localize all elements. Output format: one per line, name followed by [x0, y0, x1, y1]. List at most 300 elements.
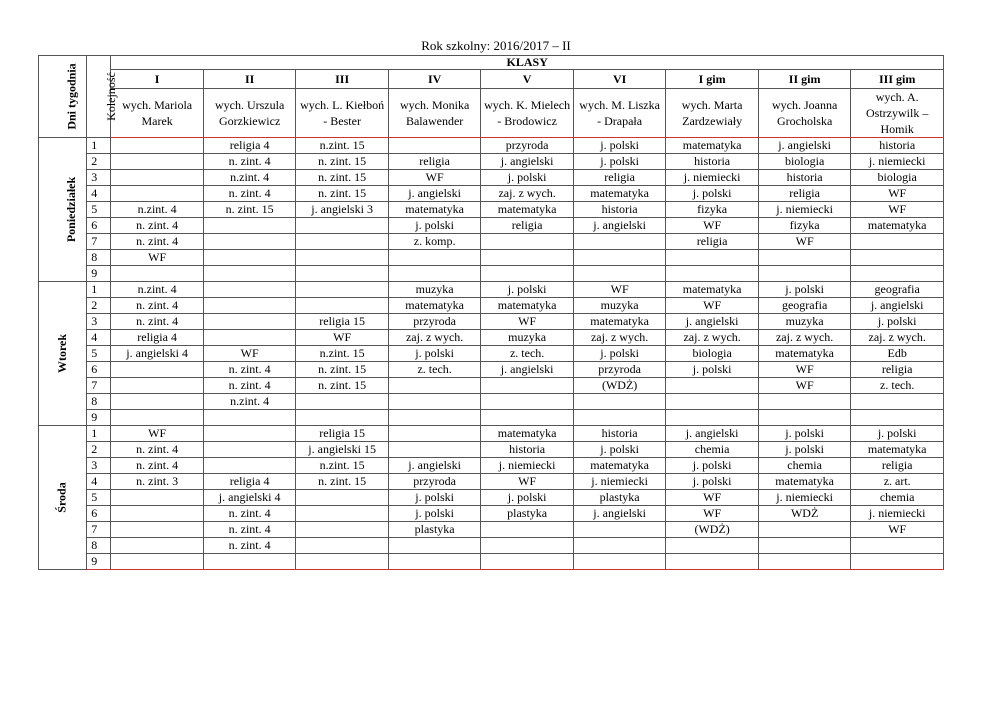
- lesson-cell: [481, 234, 574, 250]
- class-teacher: wych. Marta Zardzewiały: [666, 89, 759, 138]
- lesson-cell: [296, 250, 389, 266]
- lesson-cell: n.zint. 15: [296, 138, 389, 154]
- lesson-cell: religia 4: [203, 138, 296, 154]
- lesson-cell: zaj. z wych.: [851, 330, 944, 346]
- lesson-cell: matematyka: [851, 442, 944, 458]
- lesson-cell: matematyka: [573, 314, 666, 330]
- lesson-cell: j. niemiecki: [666, 170, 759, 186]
- lesson-cell: plastyka: [388, 522, 481, 538]
- lesson-cell: [666, 266, 759, 282]
- lesson-cell: [111, 394, 204, 410]
- lesson-cell: j. angielski: [573, 506, 666, 522]
- lesson-number: 6: [87, 506, 111, 522]
- lesson-number: 3: [87, 458, 111, 474]
- class-header: IV: [388, 70, 481, 89]
- lesson-cell: [573, 394, 666, 410]
- lesson-cell: [481, 266, 574, 282]
- lesson-number: 1: [87, 282, 111, 298]
- lesson-cell: [388, 250, 481, 266]
- lesson-cell: [388, 394, 481, 410]
- lesson-cell: [851, 266, 944, 282]
- lesson-cell: religia: [666, 234, 759, 250]
- class-teacher: wych. Joanna Grocholska: [758, 89, 851, 138]
- lesson-cell: WF: [758, 362, 851, 378]
- lesson-cell: [481, 410, 574, 426]
- lesson-row: [39, 378, 944, 394]
- lesson-cell: [758, 554, 851, 570]
- lesson-cell: przyroda: [388, 314, 481, 330]
- lesson-cell: muzyka: [573, 298, 666, 314]
- lesson-cell: religia: [851, 458, 944, 474]
- lesson-cell: [296, 298, 389, 314]
- lesson-cell: n. zint. 15: [296, 362, 389, 378]
- lesson-number: 9: [87, 410, 111, 426]
- lesson-cell: (WDŻ): [666, 522, 759, 538]
- lesson-number: 4: [87, 186, 111, 202]
- lesson-cell: [851, 250, 944, 266]
- lesson-row: [39, 330, 944, 346]
- lesson-cell: [573, 538, 666, 554]
- lesson-cell: [203, 282, 296, 298]
- days-header: Dni tygodnia: [39, 56, 87, 138]
- lesson-cell: j. angielski: [851, 298, 944, 314]
- lesson-cell: religia: [758, 186, 851, 202]
- lesson-cell: j. angielski: [666, 426, 759, 442]
- lesson-cell: j. polski: [851, 314, 944, 330]
- lesson-cell: [481, 378, 574, 394]
- lesson-cell: n. zint. 15: [296, 474, 389, 490]
- lesson-number: 6: [87, 362, 111, 378]
- lesson-cell: [481, 522, 574, 538]
- lesson-cell: (WDŻ): [573, 378, 666, 394]
- lesson-cell: WF: [666, 490, 759, 506]
- lesson-cell: [758, 538, 851, 554]
- lesson-cell: [573, 522, 666, 538]
- lesson-number: 8: [87, 250, 111, 266]
- lesson-cell: j. angielski 4: [203, 490, 296, 506]
- lesson-cell: zaj. z wych.: [388, 330, 481, 346]
- schedule-body: [39, 138, 944, 570]
- lesson-cell: z. art.: [851, 474, 944, 490]
- lesson-cell: [111, 362, 204, 378]
- lesson-cell: WF: [296, 330, 389, 346]
- lesson-cell: WF: [481, 474, 574, 490]
- lesson-cell: [388, 554, 481, 570]
- lesson-cell: matematyka: [481, 202, 574, 218]
- lesson-cell: j. polski: [481, 170, 574, 186]
- lesson-number: 4: [87, 474, 111, 490]
- lesson-cell: j. niemiecki: [758, 202, 851, 218]
- lesson-cell: [296, 490, 389, 506]
- lesson-cell: religia 15: [296, 426, 389, 442]
- lesson-cell: matematyka: [851, 218, 944, 234]
- lesson-row: [39, 202, 944, 218]
- lesson-cell: n.zint. 4: [203, 394, 296, 410]
- lesson-row: [39, 314, 944, 330]
- lesson-number: 6: [87, 218, 111, 234]
- lesson-cell: Edb: [851, 346, 944, 362]
- lesson-cell: WF: [388, 170, 481, 186]
- lesson-cell: j. polski: [388, 490, 481, 506]
- lesson-number: 7: [87, 522, 111, 538]
- lesson-cell: plastyka: [481, 506, 574, 522]
- lesson-cell: biologia: [758, 154, 851, 170]
- lesson-cell: religia 15: [296, 314, 389, 330]
- lesson-cell: biologia: [851, 170, 944, 186]
- class-teacher: wych. A. Ostrzywilk – Homik: [851, 89, 944, 138]
- lesson-row: [39, 522, 944, 538]
- lesson-cell: WF: [851, 186, 944, 202]
- lesson-cell: WF: [758, 234, 851, 250]
- lesson-cell: historia: [481, 442, 574, 458]
- lesson-cell: WF: [481, 314, 574, 330]
- lesson-number: 5: [87, 490, 111, 506]
- lesson-cell: matematyka: [666, 138, 759, 154]
- lesson-cell: [296, 394, 389, 410]
- lesson-cell: [758, 394, 851, 410]
- lesson-cell: [203, 314, 296, 330]
- lesson-row: [39, 266, 944, 282]
- lesson-number: 2: [87, 298, 111, 314]
- lesson-cell: przyroda: [481, 138, 574, 154]
- lesson-cell: [758, 410, 851, 426]
- lesson-cell: j. polski: [758, 282, 851, 298]
- lesson-cell: [203, 298, 296, 314]
- lesson-cell: [111, 490, 204, 506]
- class-header: V: [481, 70, 574, 89]
- lesson-cell: j. niemiecki: [481, 458, 574, 474]
- class-teacher: wych. Urszula Gorzkiewicz: [203, 89, 296, 138]
- lesson-cell: j. angielski: [573, 218, 666, 234]
- lesson-cell: religia: [481, 218, 574, 234]
- lesson-cell: [573, 554, 666, 570]
- lesson-cell: religia 4: [111, 330, 204, 346]
- order-header: Kolejność: [87, 56, 111, 138]
- lesson-cell: n. zint. 4: [111, 314, 204, 330]
- lesson-cell: [666, 378, 759, 394]
- lesson-cell: n. zint. 4: [111, 442, 204, 458]
- lesson-cell: j. niemiecki: [851, 154, 944, 170]
- lesson-cell: [388, 378, 481, 394]
- lesson-cell: z. tech.: [388, 362, 481, 378]
- lesson-cell: [111, 378, 204, 394]
- lesson-cell: [851, 394, 944, 410]
- lesson-cell: j. polski: [573, 154, 666, 170]
- lesson-cell: j. polski: [666, 186, 759, 202]
- lesson-cell: [203, 218, 296, 234]
- lesson-number: 9: [87, 266, 111, 282]
- lesson-cell: n. zint. 15: [203, 202, 296, 218]
- lesson-cell: WF: [111, 426, 204, 442]
- lesson-cell: [481, 538, 574, 554]
- lesson-cell: muzyka: [758, 314, 851, 330]
- lesson-cell: j. angielski: [481, 362, 574, 378]
- lesson-cell: [388, 426, 481, 442]
- class-teacher: wych. M. Liszka - Drapała: [573, 89, 666, 138]
- lesson-row: [39, 426, 944, 442]
- lesson-row: [39, 154, 944, 170]
- lesson-cell: n. zint. 3: [111, 474, 204, 490]
- lesson-cell: [203, 266, 296, 282]
- classes-header: KLASY: [111, 56, 944, 70]
- lesson-number: 3: [87, 314, 111, 330]
- lesson-cell: religia: [851, 362, 944, 378]
- lesson-cell: biologia: [666, 346, 759, 362]
- lesson-cell: n. zint. 15: [296, 154, 389, 170]
- lesson-cell: WF: [573, 282, 666, 298]
- lesson-cell: j. angielski: [388, 186, 481, 202]
- lesson-cell: [666, 410, 759, 426]
- lesson-cell: WF: [851, 522, 944, 538]
- lesson-cell: geografia: [758, 298, 851, 314]
- lesson-number: 8: [87, 538, 111, 554]
- lesson-cell: chemia: [851, 490, 944, 506]
- lesson-row: [39, 410, 944, 426]
- lesson-cell: j. polski: [481, 490, 574, 506]
- lesson-cell: [111, 186, 204, 202]
- lesson-cell: [111, 170, 204, 186]
- lesson-cell: [203, 554, 296, 570]
- lesson-cell: [111, 138, 204, 154]
- lesson-cell: [573, 234, 666, 250]
- lesson-cell: plastyka: [573, 490, 666, 506]
- lesson-cell: j. polski: [481, 282, 574, 298]
- lesson-cell: j. angielski: [481, 154, 574, 170]
- lesson-row: [39, 362, 944, 378]
- timetable: [38, 55, 944, 570]
- lesson-cell: przyroda: [388, 474, 481, 490]
- lesson-cell: n. zint. 4: [111, 218, 204, 234]
- class-header: I: [111, 70, 204, 89]
- lesson-cell: historia: [573, 426, 666, 442]
- lesson-cell: [203, 330, 296, 346]
- lesson-cell: j. polski: [388, 346, 481, 362]
- lesson-cell: [203, 458, 296, 474]
- day-label: Poniedziałek: [39, 138, 87, 282]
- lesson-row: [39, 234, 944, 250]
- lesson-cell: [296, 266, 389, 282]
- lesson-number: 2: [87, 442, 111, 458]
- class-header: III: [296, 70, 389, 89]
- lesson-cell: [296, 506, 389, 522]
- lesson-number: 5: [87, 202, 111, 218]
- lesson-cell: [296, 538, 389, 554]
- lesson-cell: n. zint. 15: [296, 170, 389, 186]
- lesson-cell: j. angielski 3: [296, 202, 389, 218]
- lesson-cell: n. zint. 4: [203, 154, 296, 170]
- class-header: II: [203, 70, 296, 89]
- lesson-cell: [296, 554, 389, 570]
- lesson-cell: [666, 538, 759, 554]
- lesson-cell: geografia: [851, 282, 944, 298]
- lesson-cell: chemia: [758, 458, 851, 474]
- lesson-cell: matematyka: [481, 426, 574, 442]
- lesson-cell: chemia: [666, 442, 759, 458]
- lesson-number: 5: [87, 346, 111, 362]
- lesson-cell: n.zint. 4: [203, 170, 296, 186]
- lesson-cell: religia: [573, 170, 666, 186]
- lesson-cell: j. angielski: [388, 458, 481, 474]
- lesson-cell: j. polski: [666, 474, 759, 490]
- lesson-cell: n. zint. 15: [296, 378, 389, 394]
- lesson-cell: j. polski: [388, 506, 481, 522]
- lesson-cell: [296, 410, 389, 426]
- lesson-cell: [296, 282, 389, 298]
- lesson-cell: historia: [573, 202, 666, 218]
- lesson-cell: matematyka: [573, 458, 666, 474]
- lesson-row: [39, 298, 944, 314]
- lesson-cell: WF: [666, 506, 759, 522]
- lesson-cell: [481, 250, 574, 266]
- lesson-cell: j. polski: [388, 218, 481, 234]
- class-header: II gim: [758, 70, 851, 89]
- lesson-cell: [851, 234, 944, 250]
- lesson-cell: [758, 266, 851, 282]
- lesson-cell: [203, 442, 296, 458]
- lesson-cell: z. tech.: [481, 346, 574, 362]
- lesson-cell: [666, 394, 759, 410]
- lesson-row: [39, 250, 944, 266]
- lesson-cell: WF: [851, 202, 944, 218]
- lesson-cell: n. zint. 4: [203, 522, 296, 538]
- lesson-cell: j. polski: [758, 442, 851, 458]
- lesson-cell: j. angielski 4: [111, 346, 204, 362]
- lesson-cell: [758, 522, 851, 538]
- lesson-cell: matematyka: [481, 298, 574, 314]
- lesson-row: [39, 506, 944, 522]
- lesson-number: 8: [87, 394, 111, 410]
- lesson-cell: [851, 538, 944, 554]
- lesson-row: [39, 186, 944, 202]
- lesson-cell: n. zint. 4: [203, 506, 296, 522]
- lesson-row: [39, 474, 944, 490]
- class-header: III gim: [851, 70, 944, 89]
- lesson-cell: WF: [203, 346, 296, 362]
- lesson-cell: WF: [758, 378, 851, 394]
- lesson-cell: j. angielski 15: [296, 442, 389, 458]
- lesson-cell: [111, 410, 204, 426]
- lesson-cell: [203, 410, 296, 426]
- lesson-cell: [111, 538, 204, 554]
- lesson-cell: [388, 138, 481, 154]
- lesson-number: 1: [87, 426, 111, 442]
- lesson-cell: WF: [666, 298, 759, 314]
- lesson-cell: matematyka: [388, 298, 481, 314]
- lesson-cell: [573, 250, 666, 266]
- lesson-row: [39, 170, 944, 186]
- lesson-cell: j. niemiecki: [758, 490, 851, 506]
- lesson-number: 7: [87, 234, 111, 250]
- class-teacher: wych. K. Mielech - Brodowicz: [481, 89, 574, 138]
- lesson-cell: [296, 218, 389, 234]
- lesson-cell: [481, 394, 574, 410]
- lesson-cell: historia: [851, 138, 944, 154]
- lesson-cell: [666, 554, 759, 570]
- lesson-cell: religia 4: [203, 474, 296, 490]
- lesson-cell: [296, 522, 389, 538]
- lesson-cell: [758, 250, 851, 266]
- lesson-row: [39, 490, 944, 506]
- lesson-cell: [573, 266, 666, 282]
- lesson-cell: [851, 554, 944, 570]
- lesson-row: [39, 458, 944, 474]
- lesson-cell: WF: [111, 250, 204, 266]
- lesson-cell: [111, 554, 204, 570]
- lesson-cell: z. tech.: [851, 378, 944, 394]
- lesson-cell: [388, 266, 481, 282]
- lesson-cell: [573, 410, 666, 426]
- lesson-cell: j. polski: [666, 458, 759, 474]
- lesson-cell: [111, 522, 204, 538]
- lesson-cell: [111, 266, 204, 282]
- lesson-cell: fizyka: [666, 202, 759, 218]
- lesson-cell: n. zint. 4: [203, 538, 296, 554]
- lesson-cell: matematyka: [666, 282, 759, 298]
- lesson-cell: j. angielski: [758, 138, 851, 154]
- lesson-cell: muzyka: [388, 282, 481, 298]
- lesson-row: [39, 554, 944, 570]
- lesson-cell: [203, 250, 296, 266]
- page-title: Rok szkolny: 2016/2017 – II: [421, 38, 571, 53]
- lesson-cell: j. niemiecki: [573, 474, 666, 490]
- lesson-cell: n. zint. 4: [203, 362, 296, 378]
- lesson-cell: j. angielski: [666, 314, 759, 330]
- lesson-cell: matematyka: [388, 202, 481, 218]
- lesson-cell: [388, 442, 481, 458]
- lesson-cell: [296, 234, 389, 250]
- lesson-cell: religia: [388, 154, 481, 170]
- lesson-number: 4: [87, 330, 111, 346]
- lesson-number: 1: [87, 138, 111, 154]
- day-label: Środa: [39, 426, 87, 570]
- class-header: VI: [573, 70, 666, 89]
- lesson-number: 2: [87, 154, 111, 170]
- lesson-row: [39, 346, 944, 362]
- lesson-cell: historia: [758, 170, 851, 186]
- lesson-cell: j. polski: [851, 426, 944, 442]
- lesson-cell: [481, 554, 574, 570]
- lesson-cell: muzyka: [481, 330, 574, 346]
- lesson-row: [39, 538, 944, 554]
- lesson-row: [39, 442, 944, 458]
- lesson-cell: n. zint. 4: [203, 186, 296, 202]
- lesson-row: [39, 138, 944, 154]
- lesson-cell: j. polski: [573, 138, 666, 154]
- class-teacher: wych. Mariola Marek: [111, 89, 204, 138]
- lesson-cell: [666, 250, 759, 266]
- class-teacher: wych. Monika Balawender: [388, 89, 481, 138]
- lesson-cell: n. zint. 4: [111, 458, 204, 474]
- lesson-cell: zaj. z wych.: [573, 330, 666, 346]
- lesson-cell: n.zint. 4: [111, 282, 204, 298]
- lesson-cell: n. zint. 4: [111, 234, 204, 250]
- lesson-cell: przyroda: [573, 362, 666, 378]
- lesson-cell: z. komp.: [388, 234, 481, 250]
- lesson-cell: n. zint. 4: [111, 298, 204, 314]
- lesson-cell: j. niemiecki: [851, 506, 944, 522]
- lesson-row: [39, 218, 944, 234]
- lesson-cell: zaj. z wych.: [758, 330, 851, 346]
- lesson-cell: [388, 538, 481, 554]
- lesson-cell: [203, 426, 296, 442]
- lesson-cell: n.zint. 15: [296, 346, 389, 362]
- lesson-row: [39, 394, 944, 410]
- lesson-cell: j. polski: [666, 362, 759, 378]
- lesson-cell: [203, 234, 296, 250]
- class-teacher: wych. L. Kiełboń - Bester: [296, 89, 389, 138]
- lesson-cell: matematyka: [573, 186, 666, 202]
- lesson-cell: matematyka: [758, 346, 851, 362]
